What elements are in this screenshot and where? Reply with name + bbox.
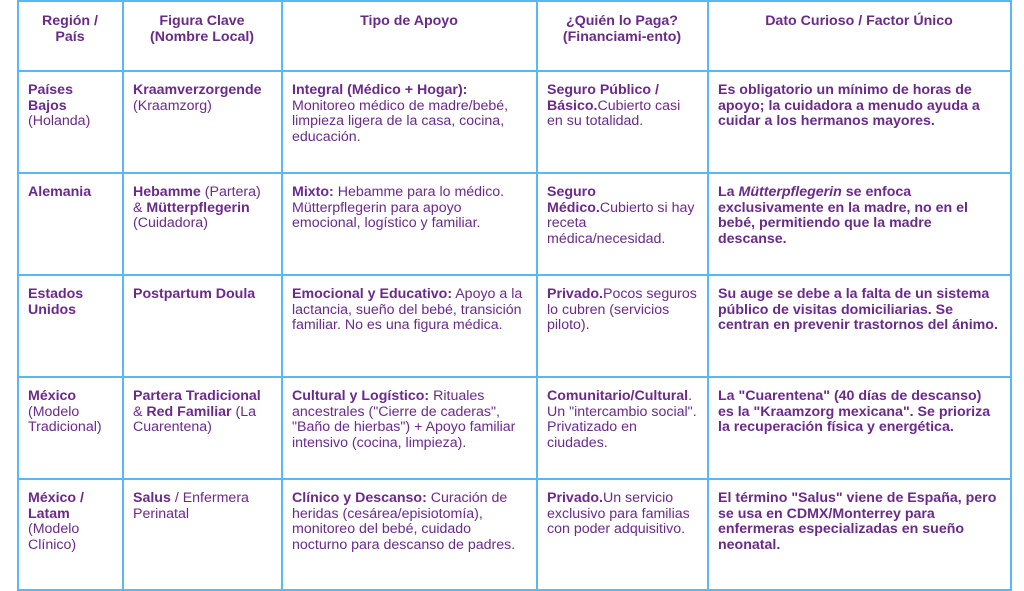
table-row: [18, 479, 1011, 590]
cell-fun-fact: [708, 479, 1011, 590]
header-support-type: Tipo de Apoyo: [282, 1, 537, 71]
region-name: México / Latam: [28, 490, 84, 522]
payer-description: Un servicio exclusivo para familias con poder adquisitivo.: [547, 490, 690, 538]
cell-fun-fact: [708, 275, 1011, 377]
header-payer: ¿Quién lo Paga? (Financiami-ento): [537, 1, 708, 71]
region-note: (Modelo Clínico): [28, 521, 80, 553]
support-title: Integral (Médico + Hogar):: [292, 82, 468, 98]
region-name: México: [28, 388, 77, 404]
support-description: Rituales ancestrales ("Cierre de caderas", "Baño de hierbas") + Apoyo familiar intensivo (cocina, limpieza).: [292, 388, 516, 451]
figure-name: Partera Tradicional: [133, 388, 261, 404]
payer-description: Cubierto si hay receta médica/necesidad.: [547, 199, 695, 247]
cell-region: [18, 377, 123, 479]
fact-text: La: [718, 184, 735, 200]
region-note: (Holanda): [28, 113, 91, 130]
cell-support-type: [282, 377, 537, 479]
fact-text: Su auge se debe a la falta de un sistema público de visitas domiciliarias. Se centran en prevenir trastornos del ánimo.: [718, 286, 998, 334]
cell-region: [18, 479, 123, 590]
support-title: Mixto:: [292, 184, 334, 200]
support-title: Cultural y Logístico:: [292, 388, 430, 404]
figure-connector: &: [133, 199, 143, 216]
payer-title: Privado.: [547, 490, 603, 506]
cell-fun-fact: [708, 377, 1011, 479]
cell-support-type: [282, 71, 537, 173]
cell-region: [18, 275, 123, 377]
cell-payer: [537, 173, 708, 275]
cell-support-type: [282, 479, 537, 590]
figure-note-2: (La Cuarentena): [133, 403, 257, 436]
payer-description: Pocos seguros lo cubren (servicios piloto).: [547, 286, 697, 334]
cell-key-figure: [123, 479, 282, 590]
figure-name-2: Red Familiar: [146, 403, 232, 420]
support-description: Apoyo a la lactancia, sueño del bebé, transición familiar. No es una figura médica.: [292, 286, 523, 334]
support-description: Curación de heridas (cesárea/episiotomía), monitoreo del bebé, cuidado nocturno para descanso de padres.: [292, 490, 516, 553]
figure-connector: &: [133, 403, 143, 420]
cell-region: [18, 71, 123, 173]
table-row: [18, 71, 1011, 173]
header-row: [18, 1, 1011, 71]
cell-fun-fact: [708, 71, 1011, 173]
support-description: Hebamme para lo médico. Mütterpflegerin para apoyo emocional, logístico y familiar.: [292, 184, 505, 232]
header-fun-fact: Dato Curioso / Factor Único: [708, 1, 1011, 71]
payer-title: Comunitario/Cultural: [547, 388, 689, 404]
figure-note: (Kraamzorg): [133, 97, 212, 114]
payer-title: Seguro Médico.: [547, 184, 600, 216]
comparison-table: [17, 0, 1012, 591]
table-row: [18, 173, 1011, 275]
cell-payer: [537, 479, 708, 590]
cell-fun-fact: [708, 173, 1011, 275]
figure-name: Postpartum Doula: [133, 286, 256, 302]
cell-region: [18, 173, 123, 275]
figure-note: (Partera): [204, 184, 261, 200]
region-name: Países Bajos: [28, 82, 73, 114]
cell-support-type: [282, 173, 537, 275]
figure-name: Salus: [133, 490, 171, 506]
fact-italic: Mütterpflegerin: [738, 184, 842, 200]
figure-name: Kraamverzorgende: [133, 82, 262, 98]
cell-key-figure: [123, 71, 282, 173]
cell-key-figure: [123, 275, 282, 377]
region-name: Alemania: [28, 184, 92, 200]
cell-payer: [537, 71, 708, 173]
cell-key-figure: [123, 377, 282, 479]
table-row: [18, 275, 1011, 377]
table-row: [18, 377, 1011, 479]
fact-text: La "Cuarentena" (40 días de descanso) es la "Kraamzorg mexicana". Se prioriza la recuperación física y energética.: [718, 388, 991, 436]
payer-description: . Un "intercambio social". Privatizado en ciudades.: [547, 388, 697, 451]
support-title: Clínico y Descanso:: [292, 490, 427, 506]
payer-title: Seguro Público / Básico.: [547, 82, 659, 114]
payer-title: Privado.: [547, 286, 603, 302]
cell-key-figure: [123, 173, 282, 275]
fact-text-post: se enfoca exclusivamente en la madre, no en el bebé, permitiendo que la madre descanse.: [718, 184, 968, 247]
support-title: Emocional y Educativo:: [292, 286, 453, 302]
region-name: Estados Unidos: [28, 286, 84, 318]
header-region: Región / País: [18, 1, 123, 71]
cell-support-type: [282, 275, 537, 377]
fact-text: El término "Salus" viene de España, pero se usa en CDMX/Monterrey para enfermeras especializadas en sueño neonatal.: [718, 490, 997, 553]
support-description: Monitoreo médico de madre/bebé, limpieza ligera de la casa, cocina, educación.: [292, 97, 509, 145]
figure-name: Hebamme: [133, 184, 201, 200]
fact-text: Es obligatorio un mínimo de horas de apoyo; la cuidadora a menudo ayuda a cuidar a los hermanos mayores.: [718, 82, 980, 130]
figure-name-2: Mütterpflegerin: [146, 199, 250, 216]
region-note: (Modelo Tradicional): [28, 403, 102, 436]
figure-note-2: (Cuidadora): [133, 215, 208, 232]
header-key-figure: Figura Clave (Nombre Local): [123, 1, 282, 71]
figure-note: / Enfermera Perinatal: [133, 490, 249, 522]
cell-payer: [537, 275, 708, 377]
cell-payer: [537, 377, 708, 479]
payer-description: Cubierto casi en su totalidad.: [547, 97, 681, 130]
